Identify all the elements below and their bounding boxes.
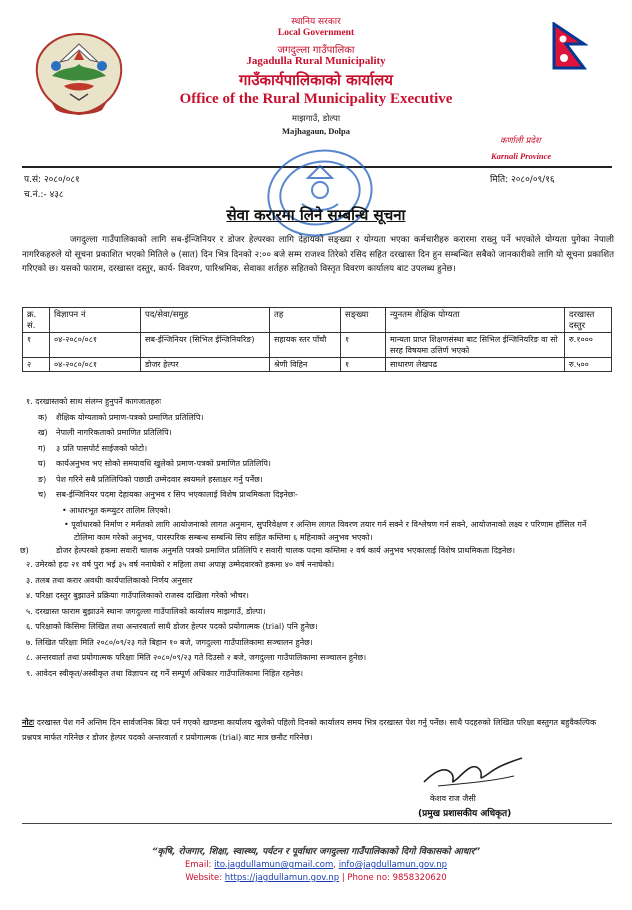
cell-ad-no: ०४-२०८०/०८१ [50,333,141,358]
notice-title: सेवा करारमा लिने सम्बन्धि सूचना [226,206,406,224]
intro-paragraph: जगदुल्ला गाउँपालिकाको लागि सब-ईन्जिनियर र डोजर हेल्परका लागि देहायको सङ्ख्या र योग्यता भएका कर्मचारीहरु करारमा राख्नु पर्ने भएकोले योग्यता पुगेका नेपाली नागरिकहरुले यो सूचना प्रकाशित भएको मितिले ७ (सात) दिन भित्र दिनको २:०० बजे सम्म राजश्व तिरेको रसिद सहित दरखास्त दिन हुन सम्बन्धित सबैको जानकारीको लागि यो सूचना प्रकाशित गरिएको छ। यसको फाराम, दरखास्त दस्तुर, कार्य- विवरण, पारिश्रमिक, सेवाका शर्तहरु सहितको विस्तृत विवरण कार्यालय बाट उपलब्ध हुनेछ। [22,235,614,274]
list-item: ६. परिक्षाको किसिमः लिखित तथा अन्तरवार्ता साथै डोजर हेल्पर पदको प्रयोगात्मक (trial) पनि हुनेछ। [26,622,318,631]
footer-email-line [0,860,632,870]
cell-count: १ [341,333,386,358]
cell-ad-no: ०४-२०८०/०८१ [50,358,141,372]
office-np: गाउँकार्यपालिकाको कार्यालय [238,71,393,89]
office-stamp [250,138,390,248]
col-header-sn: क्र. सं. [23,308,50,333]
municipality-np: जगदुल्ला गाउँपालिका [277,45,355,56]
list-subitem: छ) डोजर हेल्परको हकमा सवारी चालक अनुमति पत्रको प्रमाणित प्रतिलिपि र सवारी चालक पदमा कम्तिमा २ वर्ष कार्य अनुभव भएकालाई विशेष प्राथमिकता दिइनेछ। [20,546,515,555]
list-bullet: • आधारभूत कम्प्युटर तालिम लिएको। [62,505,171,515]
note-text: दरखास्त पेश गर्ने अन्तिम दिन सार्वजनिक बिदा पर्न गएको खण्डमा कार्यालय खुलेको पहिलो दिनको कार्यालय समय भित्र दरखास्त पेश गर्नु पर्नेछ। साथै पदहरुको लिखित परिक्षा बस्तुगत बहुवैकल्पिक प्रश्नपत्र मार्फत गरिनेछ र डोजर हेल्पर पदको अन्तरवार्ता र प्रयोगात्मक (trial) बाट मात्र छनौट गरिनेछ। [22,718,597,742]
footer-motto: “कृषि, रोजगार, शिक्षा, स्वास्थ्य, पर्यटन र पूर्वाधार जगदुल्ला गाउँपालिकाको दिगो विकासको आधार” [151,847,481,857]
cell-qualification: साधारण लेखपढ [386,358,565,372]
list-item: ४. परिक्षा दस्तुर बुझाउने प्रक्रियाः गाउँपालिकाको राजस्व दाखिला गरेको भौचर। [26,591,249,600]
requirements-list [22,394,612,681]
address-en: Majhagaun, Dolpa [281,126,350,136]
issue-date: मिति: २०८०/०९/१६ [490,175,555,185]
phone-number: | Phone no: 9858320620 [341,873,447,883]
signatory-name: केशव राज जैसी [430,794,476,803]
table-header-row [23,308,612,333]
list-bullet: • पूर्वाधारको निर्माण र मर्मतको लागि आयोजनाको लागत अनुमान, सुपरिवेक्षण र अन्तिम लागत विवरण तयार गर्न सक्ने र विश्लेषण गर्न सक्ने, आयोजनाको लक्ष्य र परिणाम हाँसिल गर्ने टोलिमा काम गरेको अनुभव, पारस्परिक सम्बन्ध सम्बन्धि सिप सहित कम्तिमा ६ महिनाको अनुभव भएको। [64,520,587,542]
col-header-level: तह [270,308,341,333]
province-en: Karnali Province [491,151,552,161]
email-link-2[interactable]: info@jagdullamun.gov.np [338,860,448,870]
municipality-en: Jagadulla Rural Municipality [246,55,386,67]
signatory-title: (प्रमुख प्रशासकीय अधिकृत) [418,809,512,819]
website-label: Website: [185,873,223,883]
table-row [23,333,612,358]
cell-level: श्रेणी विहिन [270,358,341,372]
cell-post: डोजर हेल्पर [141,358,270,372]
email-separator: , [333,860,336,870]
cell-level: सहायक स्तर पाँचौ [270,333,341,358]
signature-mark [418,752,528,792]
col-header-ad-no: विज्ञापन नं [50,308,141,333]
cell-post: सब-ईन्जिनियर (सिभिल ईन्जिनियरिङ) [141,333,270,358]
cell-count: १ [341,358,386,372]
note-label: नोटः [22,718,35,727]
cell-qualification: मान्यता प्राप्त शिक्षणसंस्था बाट सिभिल ईन्जिनियरिङ वा सो सरह विषयमा उत्तिर्ण भएको [386,333,565,358]
col-header-count: सङ्ख्या [341,308,386,333]
list-subitem: च) सब-ईन्जिनियर पदमा देहायका अनुभव र सिप भएकालाई विशेष प्राथमिकता दिइनेछः- [38,490,298,499]
vacancy-table [22,307,612,372]
footer-divider [22,823,612,824]
cell-sn: २ [23,358,50,372]
list-item: ५. दरखास्त फाराम बुझाउने स्थानः जगदुल्ला गाउँपालिको कार्यालय माझगाउँ, डोल्पा। [26,606,266,616]
note-paragraph [22,715,614,745]
list-item: ९. आवेदन स्वीकृत/अस्वीकृत तथा विज्ञापन रद्द गर्ने सम्पूर्ण अधिकार गाउँपालिकामा निहित रहनेछ। [26,668,304,678]
dispatch-number: च.नं.:- ४३८ [24,190,64,200]
list-subitem: क) शैक्षिक योग्यताको प्रमाण-पत्रको प्रमाणित प्रतिलिपि। [38,412,204,422]
list-item: १. दरखास्तको साथ संलग्न हुनुपर्ने कागजातहरुः [26,397,162,406]
table-row [23,358,612,372]
email-label: Email: [184,860,212,870]
list-item: ७. लिखित परिक्षाः मिति २०८०/०९/२३ गते बिहान १० बजे, जगदुल्ला गाउँपालिकामा सञ्चालन हुनेछ। [26,637,313,647]
website-link[interactable]: https://jagdullamun.gov.np [224,873,340,883]
list-subitem: घ) कार्यअनुभव भए सोको समयावधि खुलेको प्रमाण-पत्रको प्रमाणित प्रतिलिपि। [38,459,271,468]
cell-sn: १ [23,333,50,358]
local-gov-en: Local Government [277,28,355,38]
list-item: ३. तलब तथा करार अवधीः कार्यपालिकाको निर्णय अनुसार [26,575,193,585]
reference-number: प.सं: २०८०/०८१ [24,175,80,185]
local-gov-np: स्थानिय सरकार [291,17,341,27]
col-header-post: पद/सेवा/समुह [141,308,270,333]
footer-website-line [0,873,632,883]
list-item: ८. अन्तरवार्ता तथा प्रयोगात्मक परिक्षाः मिति २०८०/०९/२३ गते दिउसो २ बजे, जगदुल्ला गाउँपालिकामा सञ्चालन हुनेछ। [26,653,367,662]
list-subitem: ङ) पेश गरिने सबै प्रतिलिपिको पछाडी उम्मेदवार स्वयमले हस्ताक्षर गर्नु पर्नेछ। [38,474,263,484]
province-np: कर्णाली प्रदेश [500,136,541,146]
list-item: २. उमेरको हदः २१ वर्ष पुरा भई ३५ वर्ष ननाघेको र महिला तथा अपाङ्ग उम्मेदवारको हकमा ४० वर्ष ननाघेको। [26,560,335,569]
col-header-qualification: न्युनतम शैक्षिक योग्यता [386,308,565,333]
cell-fee: रु.५०० [565,358,612,372]
col-header-fee: दरखास्त दस्तुर [565,308,612,333]
address-np: माझगाउँ, डोल्पा [291,114,341,124]
email-link-1[interactable]: ito.jagdullamun@gmail.com [214,860,334,870]
list-subitem: ग) ३ प्रति पासपोर्ट साईजको फोटो। [38,443,148,453]
list-subitem: ख) नेपाली नागरिकताको प्रमाणित प्रतिलिपि। [38,428,172,437]
cell-fee: रु.१००० [565,333,612,358]
office-en: Office of the Rural Municipality Executive [179,91,453,107]
